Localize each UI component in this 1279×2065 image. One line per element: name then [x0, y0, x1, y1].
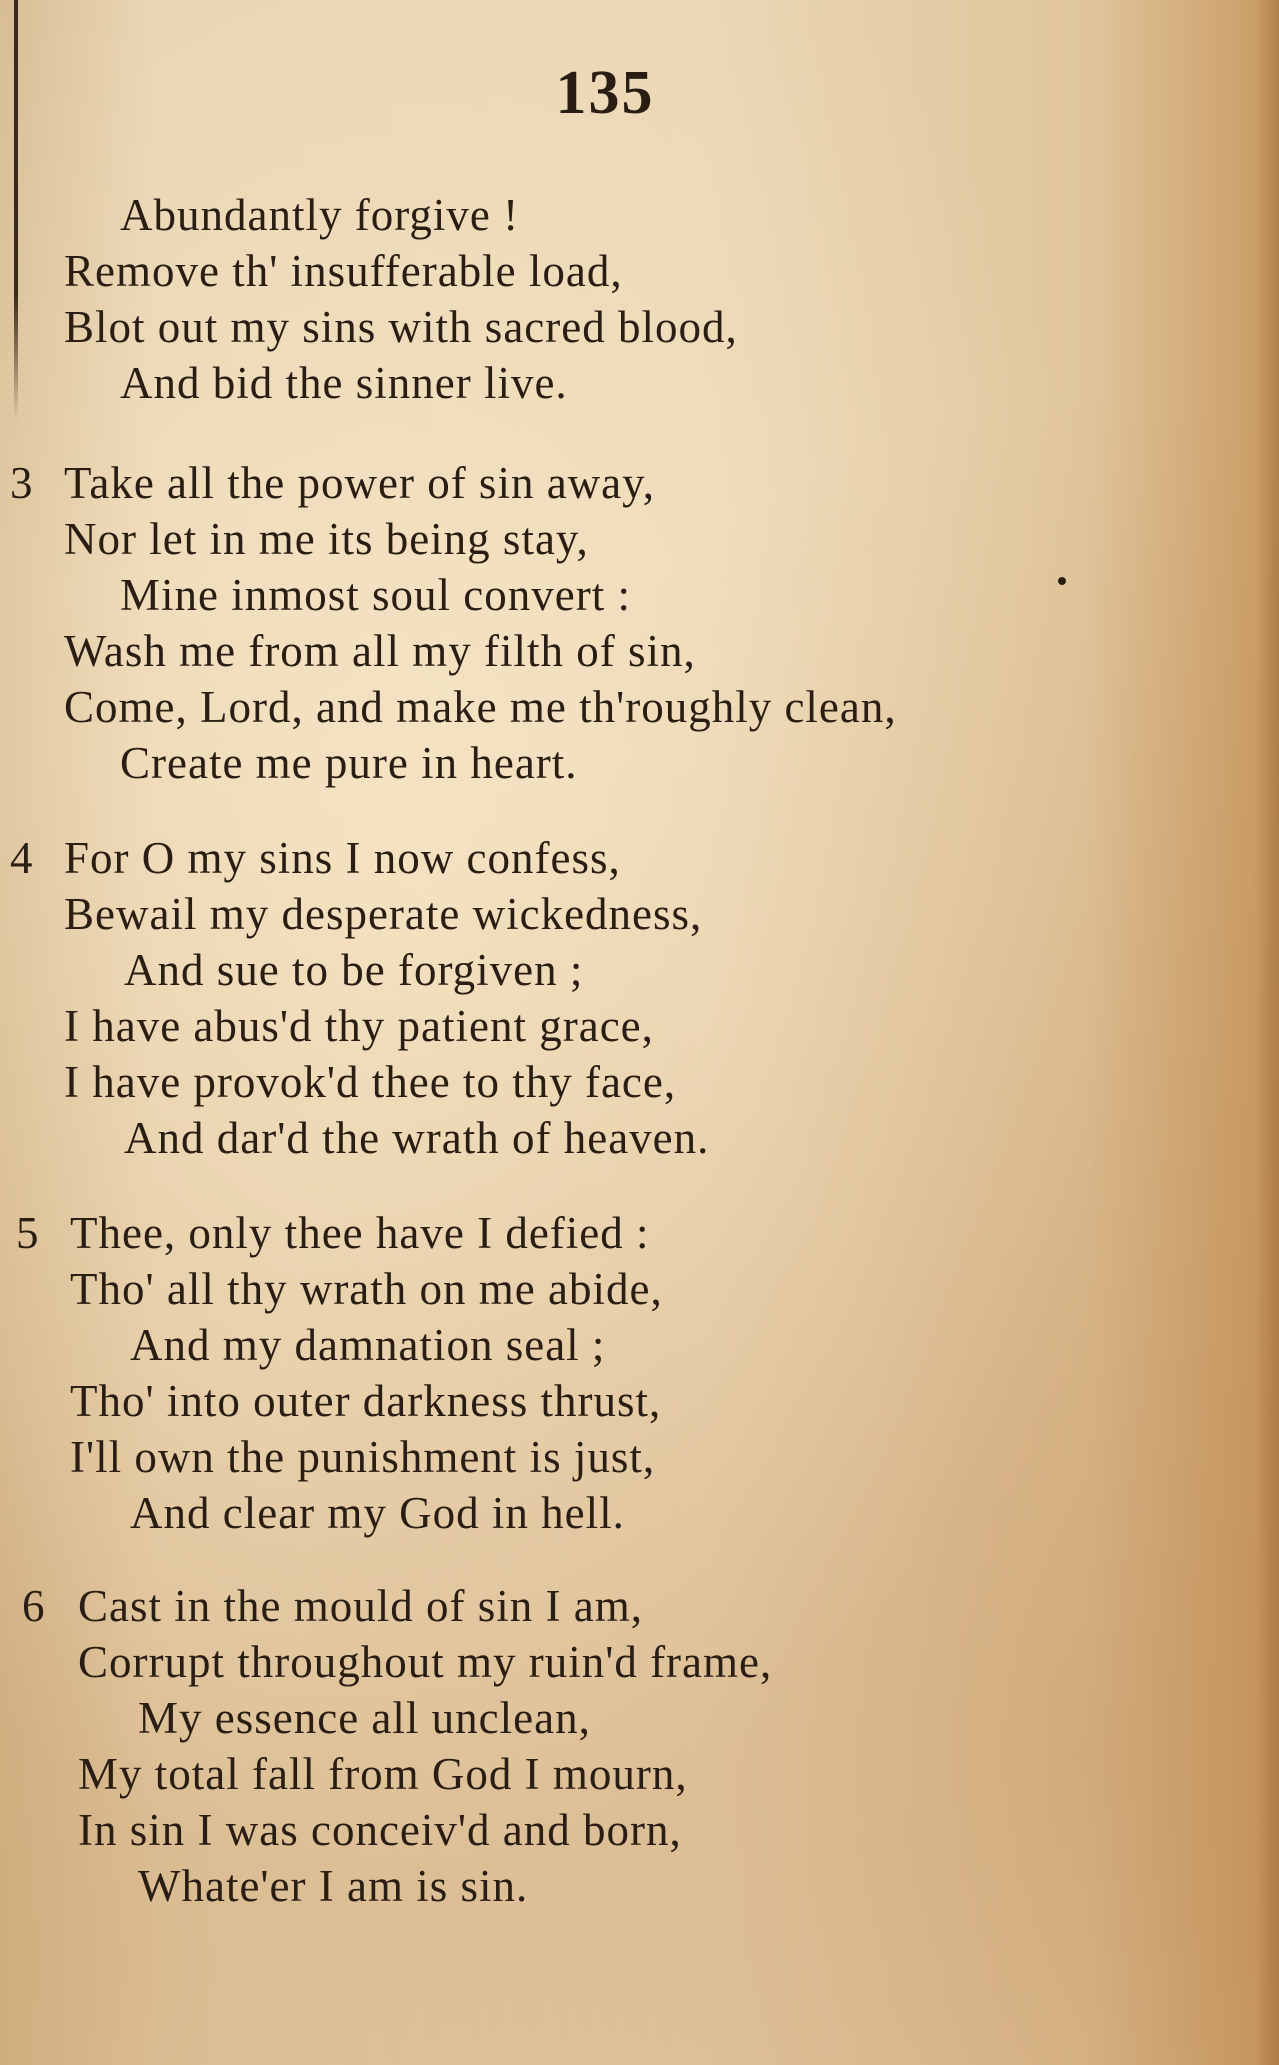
verse-line: Nor let in me its being stay, [64, 514, 589, 564]
verse-line: And bid the sinner live. [120, 358, 568, 408]
verse-line: Corrupt throughout my ruin'd frame, [78, 1637, 773, 1687]
verse-line: Thee, only thee have I defied : [70, 1208, 650, 1258]
verse-line: Whate'er I am is sin. [138, 1861, 529, 1911]
verse-line: My essence all unclean, [138, 1693, 591, 1743]
verse-line: Blot out my sins with sacred blood, [64, 302, 738, 352]
page-edge-shadow [1255, 0, 1279, 2065]
verse-line: Bewail my desperate wickedness, [64, 889, 703, 939]
stanza-number: 4 [10, 833, 33, 883]
verse-line: Tho' into outer darkness thrust, [70, 1376, 662, 1426]
verse-line: I have abus'd thy patient grace, [64, 1001, 654, 1051]
verse-line: I'll own the punishment is just, [70, 1432, 656, 1482]
verse-line: And my damnation seal ; [130, 1320, 606, 1370]
verse-line: For O my sins I now confess, [64, 833, 621, 883]
verse-line: And sue to be forgiven ; [124, 945, 584, 995]
ink-speck [1058, 577, 1066, 585]
verse-line: Create me pure in heart. [120, 738, 578, 788]
verse-line: Come, Lord, and make me th'roughly clean, [64, 682, 897, 732]
verse-line: In sin I was conceiv'd and born, [78, 1805, 682, 1855]
verse-line: Remove th' insufferable load, [64, 246, 623, 296]
stanza-number: 5 [16, 1208, 39, 1258]
verse-line: My total fall from God I mourn, [78, 1749, 688, 1799]
verse-line: Mine inmost soul convert : [120, 570, 631, 620]
verse-line: Wash me from all my filth of sin, [64, 626, 696, 676]
verse-line: And clear my God in hell. [130, 1488, 625, 1538]
verse-line: Cast in the mould of sin I am, [78, 1581, 643, 1631]
verse-line: I have provok'd thee to thy face, [64, 1057, 677, 1107]
verse-line: Tho' all thy wrath on me abide, [70, 1264, 663, 1314]
verse-line: Take all the power of sin away, [64, 458, 655, 508]
page-number: 135 [555, 59, 655, 127]
stanza-number: 6 [22, 1581, 45, 1631]
verse-line: And dar'd the wrath of heaven. [124, 1113, 710, 1163]
stanza-number: 3 [10, 458, 33, 508]
verse-line: Abundantly forgive ! [120, 190, 520, 240]
